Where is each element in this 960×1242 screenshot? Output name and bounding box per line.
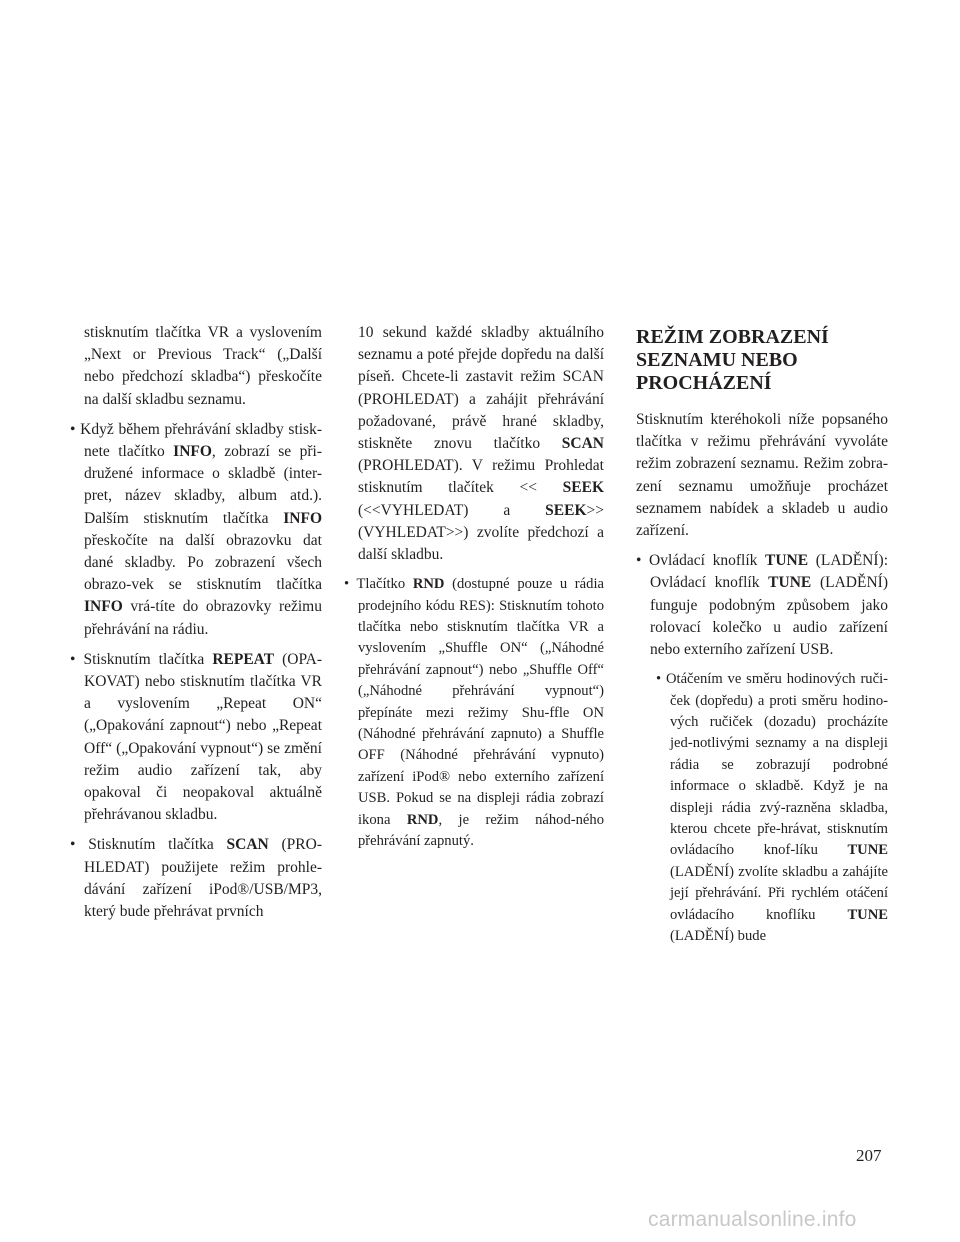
bullet-item-rnd: • Tlačítko RND (dostupné pouze u rádia prodejního kódu RES): Stisknutím tohoto tlačítka nebo stisknutím tlačítka VR a vyslovením „Shuffle ON“ („Náhodné přehrávání zapnout“) nebo „Shuffle Off“ („Náhodné přehrávání vypnout“) přepínáte mezi režimy Shu-ffle ON (Náhodné přehrávání zapnuto) a Shuffle OFF (Náhodné přehrávání vypnuto) zařízení iPod® nebo externího zařízení USB. Pokud se na displeji rádia zobrazí ikona RND, je režim náhod-ného přehrávání zapnutý. — [344, 576, 604, 850]
bullet: • — [636, 552, 642, 570]
paragraph: Stisknutím kteréhokoli níže popsaného tlačítka v režimu přehrávání vyvoláte režim zobrazení seznamu. Režim zobra-zení seznamu umožňuje procházet seznamem nabídek a skladeb u audio zařízení. — [636, 411, 888, 540]
bullet: • — [70, 650, 76, 668]
bullet: • — [70, 420, 76, 438]
sub-bullet-item-rotate: • Otáčením ve směru hodinových ruči-ček (dopředu) a proti směru hodino-vých ručiček (dozadu) procházíte jed-notlivými seznamy a na displeji rádia se zobrazují podrobné informace o skladbě. Když je na displeji rádia zvý-razněna skladba, kterou chcete pře-hrávat, stisknutím ovládacího knof-líku TUNE (LADĚNÍ) zvolíte skladbu a zahájíte její přehrávání. Při rychlém otáčení ovládacího knoflíku TUNE (LADĚNÍ) bude — [656, 671, 888, 945]
bullet: • — [656, 671, 662, 688]
paragraph: 10 sekund každé skladby aktuálního seznamu a poté přejde dopředu na další píseň. Chcete-li zastavit režim SCAN (PROHLEDAT) a zahájit přehrávání požadované, právě hrané skladby, stiskněte znovu tlačítko SCAN (PROHLEDAT). V režimu Prohledat stisknutím tlačítek << SEEK (<<VYHLEDAT) a SEEK>> (VYHLEDAT>>) zvolíte předchozí a další skladbu. — [358, 324, 604, 564]
bullet-item-tune: • Ovládací knoflík TUNE (LADĚNÍ): Ovládací knoflík TUNE (LADĚNÍ) funguje podobným způsobem jako rolovací kolečko u audio zařízení nebo externího zařízení USB. — [636, 552, 888, 659]
column-middle — [344, 322, 604, 861]
section-heading: REŽIM ZOBRAZENÍ SEZNAMU NEBO PROCHÁZENÍ — [636, 326, 829, 394]
column-right — [636, 322, 888, 956]
paragraph: stisknutím tlačítka VR a vyslovením „Next or Previous Track“ („Další nebo předchozí skladba“) přeskočíte na další skladbu seznamu. — [84, 324, 322, 408]
bullet-item-scan: • Stisknutím tlačítka SCAN (PRO-HLEDAT) použijete režim prohle-dávání zařízení iPod®/USB/MP3, který bude přehrávat prvních — [70, 836, 322, 921]
bullet: • — [344, 576, 350, 593]
bullet: • — [70, 836, 76, 854]
watermark: carmanualsonline.info — [648, 1208, 857, 1231]
column-left — [70, 322, 322, 931]
page-number: 207 — [856, 1146, 882, 1165]
bullet-item-info: • Když během přehrávání skladby stisk-nete tlačítko INFO, zobrazí se při-družené informace o skladbě (inter-pret, název skladby, album atd.). Dalším stisknutím tlačítka INFO přeskočíte na další obrazovku dat dané skladby. Po zobrazení všech obrazo-vek se stisknutím tlačítka INFO vrá-títe do obrazovky režimu přehrávání na rádiu. — [70, 420, 322, 638]
bullet-item-repeat: • Stisknutím tlačítka REPEAT (OPA-KOVAT) nebo stisknutím tlačítka VR a vyslovením „Repeat ON“ („Opakování zapnout“) nebo „Repeat Off“ („Opakování vypnout“) se změní režim audio zařízení tak, aby opakoval či neopakoval aktuálně přehrávanou skladbu. — [70, 650, 322, 824]
